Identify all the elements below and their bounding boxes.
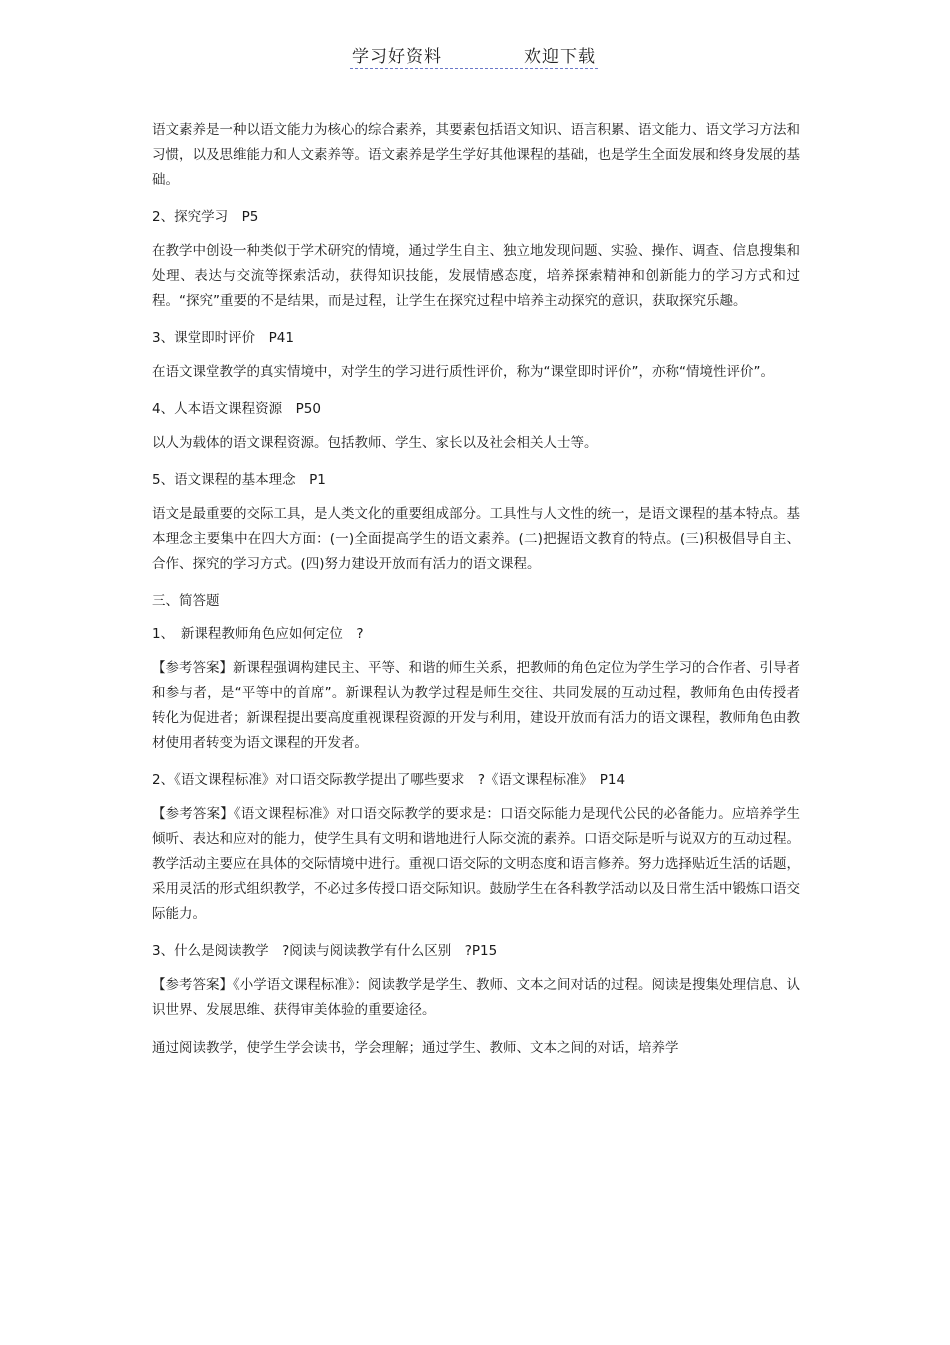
section-heading: 3、课堂即时评价 P41: [152, 330, 294, 346]
document-body: [152, 118, 800, 1074]
answer-paragraph: 【参考答案】《语文课程标准》对口语交际教学的要求是：口语交际能力是现代公民的必备能力。应培养学生倾听、表达和应对的能力，使学生具有文明和谐地进行人际交流的素养。口语交际是听与说双方的互动过程。教学活动主要应在具体的交际情境中进行。重视口语交际的文明态度和语言修养。努力选择贴近生活的话题，采用灵活的形式组织教学，不必过多传授口语交际知识。鼓励学生在各科教学活动以及日常生活中锻炼口语交际能力。: [152, 806, 800, 922]
question-heading: 3、什么是阅读教学 ?阅读与阅读教学有什么区别 ?P15: [152, 943, 498, 959]
paragraph: 语文素养是一种以语文能力为核心的综合素养，其要素包括语文知识、语言积累、语文能力、语文学习方法和习惯，以及思维能力和人文素养等。语文素养是学生学好其他课程的基础，也是学生全面发展和终身发展的基础。: [152, 122, 800, 188]
answer-paragraph: 【参考答案】新课程强调构建民主、平等、和谐的师生关系，把教师的角色定位为学生学习的合作者、引导者和参与者，是“平等中的首席”。新课程认为教学过程是师生交往、共同发展的互动过程，教师角色由传授者转化为促进者；新课程提出要高度重视课程资源的开发与利用，建设开放而有活力的语文课程，教师角色由教材使用者转变为语文课程的开发者。: [152, 660, 800, 751]
section-heading: 4、人本语文课程资源 P50: [152, 401, 321, 417]
header-right-text: 欢迎下载: [524, 47, 596, 67]
paragraph: 以人为载体的语文课程资源。包括教师、学生、家长以及社会相关人士等。: [152, 435, 598, 451]
paragraph: 语文是最重要的交际工具，是人类文化的重要组成部分。工具性与人文性的统一，是语文课程的基本特点。基本理念主要集中在四大方面：(一)全面提高学生的语文素养。(二)把握语文教育的特点。(三)积极倡导自主、合作、探究的学习方式。(四)努力建设开放而有活力的语文课程。: [152, 506, 800, 572]
section-heading: 5、语文课程的基本理念 P1: [152, 472, 326, 488]
header-left-text: 学习好资料: [352, 47, 442, 67]
section-heading: 三、简答题: [152, 593, 220, 609]
question-heading: 1、 新课程教师角色应如何定位 ?: [152, 626, 364, 642]
section-heading: 2、探究学习 P5: [152, 209, 259, 225]
paragraph: 通过阅读教学，使学生学会读书，学会理解；通过学生、教师、文本之间的对话，培养学: [152, 1040, 679, 1056]
question-heading: 2、《语文课程标准》对口语交际教学提出了哪些要求 ?《语文课程标准》 P14: [152, 772, 626, 788]
paragraph: 在语文课堂教学的真实情境中，对学生的学习进行质性评价，称为“课堂即时评价”，亦称“情境性评价”。: [152, 364, 774, 380]
paragraph: 在教学中创设一种类似于学术研究的情境，通过学生自主、独立地发现问题、实验、操作、调查、信息搜集和处理、表达与交流等探索活动，获得知识技能，发展情感态度，培养探索精神和创新能力的学习方式和过程。“探究”重要的不是结果，而是过程，让学生在探究过程中培养主动探究的意识，获取探究乐趣。: [152, 243, 800, 309]
page-header: [350, 42, 598, 69]
answer-paragraph: 【参考答案】《小学语文课程标准》：阅读教学是学生、教师、文本之间对话的过程。阅读是搜集处理信息、认识世界、发展思维、获得审美体验的重要途径。: [152, 977, 800, 1018]
